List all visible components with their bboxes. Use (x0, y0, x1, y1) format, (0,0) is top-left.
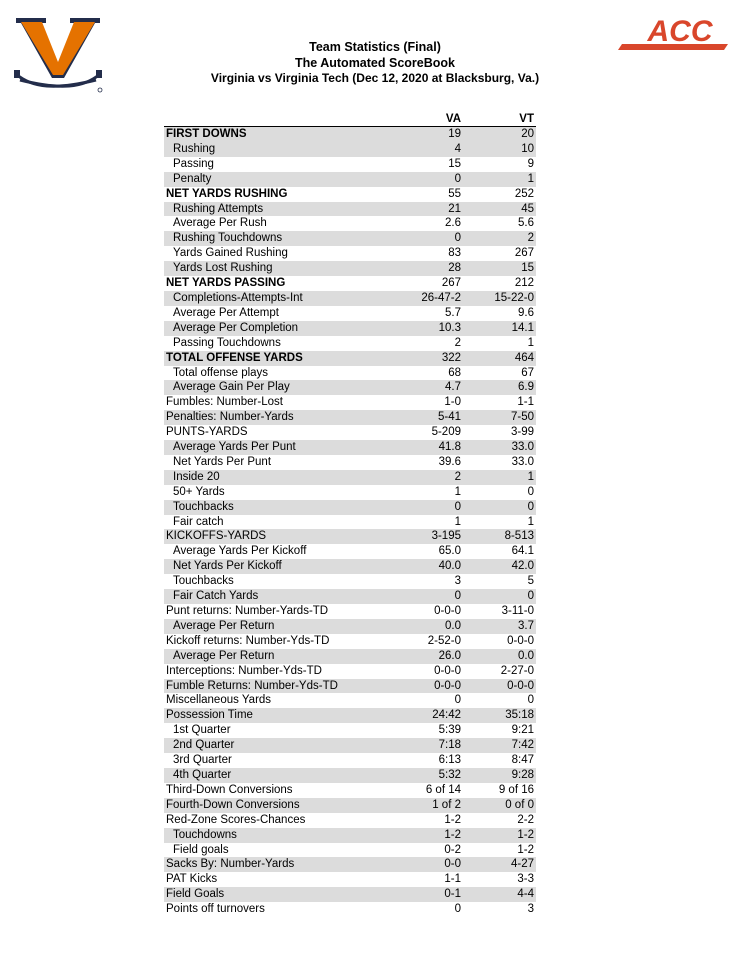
stat-label: TOTAL OFFENSE YARDS (164, 351, 391, 366)
stat-value-va: 0-0-0 (434, 605, 461, 617)
table-row (164, 142, 536, 157)
stat-label: Third-Down Conversions (166, 783, 293, 796)
stat-value-va: 15 (448, 157, 461, 170)
column-header-vt: VT (464, 112, 536, 127)
stat-value-va: 1 of 2 (391, 798, 464, 813)
stat-value-vt: 5 (527, 575, 534, 588)
table-row (164, 693, 536, 708)
table-row (164, 231, 536, 246)
report-title: Team Statistics (Final) (309, 40, 441, 54)
stat-value-va: 0 (391, 500, 464, 515)
stat-label: NET YARDS RUSHING (166, 187, 288, 200)
report-header (0, 40, 750, 87)
stat-label: Passing (173, 157, 214, 170)
table-row (164, 351, 536, 366)
table-row (164, 366, 536, 381)
stat-value-vt: 33.0 (511, 455, 534, 468)
table-row (164, 157, 536, 172)
stat-value-vt: 4-27 (464, 857, 536, 872)
stat-value-vt: 3 (527, 903, 534, 916)
table-row (164, 723, 536, 738)
stat-value-va: 0.0 (391, 619, 464, 634)
stat-label: Interceptions: Number-Yds-TD (166, 664, 322, 677)
table-row (164, 470, 536, 485)
stat-value-vt: 2-27-0 (500, 664, 534, 677)
stat-value-vt: 15-22-0 (464, 291, 536, 306)
table-row (164, 276, 536, 291)
stat-label: 4th Quarter (164, 768, 391, 783)
table-row (164, 664, 536, 679)
stat-value-vt: 0-0-0 (464, 679, 536, 694)
table-row (164, 291, 536, 306)
stat-value-vt: 252 (514, 187, 534, 200)
stat-value-va: 55 (448, 187, 461, 200)
stat-value-va: 26-47-2 (391, 291, 464, 306)
stat-label: 1st Quarter (173, 724, 231, 737)
table-row (164, 798, 536, 813)
game-info: Virginia vs Virginia Tech (Dec 12, 2020 at Blacksburg, Va.) (210, 71, 540, 85)
stat-label: FIRST DOWNS (164, 127, 391, 142)
stat-value-va: 0 (391, 172, 464, 187)
stat-label: 50+ Yards (173, 485, 225, 498)
table-row (164, 529, 536, 544)
stat-label: Average Per Attempt (173, 306, 279, 319)
table-row (164, 544, 536, 559)
stat-label: Possession Time (164, 708, 391, 723)
stat-value-vt: 20 (464, 127, 536, 142)
stat-label: Average Per Return (164, 649, 391, 664)
stat-value-vt: 10 (464, 142, 536, 157)
table-row (164, 634, 536, 649)
stat-label: 3rd Quarter (173, 754, 232, 767)
table-row (164, 902, 536, 917)
column-header-va: VA (391, 112, 464, 127)
stat-label: Yards Lost Rushing (164, 261, 391, 276)
stat-value-vt: 1 (464, 470, 536, 485)
stat-value-va: 0-2 (444, 843, 461, 856)
stat-value-vt: 0 of 0 (464, 798, 536, 813)
stat-label: Touchbacks (164, 500, 391, 515)
table-row (164, 783, 536, 798)
stat-value-va: 10.3 (391, 321, 464, 336)
stat-value-va: 2.6 (445, 217, 461, 230)
stat-label: KICKOFFS-YARDS (164, 529, 391, 544)
stat-value-va: 0-0-0 (391, 679, 464, 694)
table-row (164, 202, 536, 217)
stat-value-va: 3 (454, 575, 461, 588)
stat-value-va: 2 (391, 470, 464, 485)
table-row (164, 410, 536, 425)
stat-value-va: 0-0 (391, 857, 464, 872)
table-row (164, 440, 536, 455)
stat-value-vt: 1 (464, 172, 536, 187)
stat-value-vt: 2-2 (517, 813, 534, 826)
table-row (164, 306, 536, 321)
stat-value-vt: 0 (527, 694, 534, 707)
stat-value-va: 0 (454, 903, 461, 916)
stat-value-va: 40.0 (391, 559, 464, 574)
stat-value-va: 5-41 (391, 410, 464, 425)
table-row (164, 679, 536, 694)
stat-value-vt: 9 (527, 157, 534, 170)
stat-value-va: 1-0 (444, 396, 461, 409)
stat-value-va: 4 (391, 142, 464, 157)
stat-value-va: 5-209 (431, 426, 461, 439)
stat-value-va: 39.6 (438, 455, 461, 468)
stat-value-vt: 9:28 (464, 768, 536, 783)
stat-label: PAT Kicks (166, 873, 218, 886)
stat-value-vt: 0 (464, 500, 536, 515)
stat-value-vt: 1-2 (517, 843, 534, 856)
stat-value-vt: 2 (464, 231, 536, 246)
stat-value-vt: 14.1 (464, 321, 536, 336)
stat-value-vt: 64.1 (511, 545, 534, 558)
table-row (164, 500, 536, 515)
stat-label-header (164, 112, 391, 127)
stat-value-va: 0 (454, 694, 461, 707)
stat-value-va: 5:32 (391, 768, 464, 783)
stat-label: Fair Catch Yards (164, 589, 391, 604)
stat-value-vt: 9:21 (511, 724, 534, 737)
stat-label: Penalty (164, 172, 391, 187)
stat-label: Touchbacks (173, 575, 234, 588)
stat-rows (164, 127, 536, 918)
stat-value-vt: 212 (514, 277, 534, 290)
stat-value-va: 7:18 (391, 738, 464, 753)
stat-label: Inside 20 (164, 470, 391, 485)
stat-label: Touchdowns (164, 828, 391, 843)
table-row (164, 261, 536, 276)
table-row (164, 708, 536, 723)
report-subtitle: The Automated ScoreBook (295, 55, 455, 70)
stat-value-vt: 8-513 (464, 529, 536, 544)
table-row (164, 604, 536, 619)
stat-value-va: 0 (391, 231, 464, 246)
stat-label: Net Yards Per Punt (173, 455, 272, 468)
acc-logo-text: ACC (647, 15, 713, 48)
stat-label: Red-Zone Scores-Chances (166, 813, 306, 826)
stat-label: Rushing Touchdowns (164, 231, 391, 246)
table-row (164, 425, 536, 440)
stat-value-va: 5:39 (438, 724, 461, 737)
stat-value-va: 1 (454, 515, 461, 528)
stat-value-va: 5.7 (445, 306, 461, 319)
stat-label: Net Yards Per Kickoff (164, 559, 391, 574)
table-row (164, 574, 536, 589)
stat-value-vt: 0-0-0 (507, 634, 534, 647)
stat-value-vt: 33.0 (464, 440, 536, 455)
stat-label: Average Yards Per Kickoff (173, 545, 307, 558)
stat-value-va: 21 (391, 202, 464, 217)
stat-value-va: 1 (454, 485, 461, 498)
stat-value-va: 1-1 (444, 873, 461, 886)
table-row (164, 753, 536, 768)
stat-value-va: 0-0-0 (434, 664, 461, 677)
stat-value-va: 322 (391, 351, 464, 366)
stat-value-vt: 3-99 (510, 426, 534, 439)
stat-label: Yards Gained Rushing (173, 247, 288, 260)
stat-label: Average Per Rush (173, 217, 267, 230)
stat-value-va: 6 of 14 (425, 783, 461, 796)
stat-value-vt: 3-3 (517, 873, 534, 886)
stat-label: Fair catch (173, 515, 224, 528)
stat-value-vt: 9.6 (518, 306, 534, 319)
table-row (164, 738, 536, 753)
table-row (164, 887, 536, 902)
table-header-row (164, 112, 536, 127)
table-row (164, 336, 536, 351)
stat-value-vt: 0 (464, 589, 536, 604)
stat-value-vt: 5.6 (518, 217, 534, 230)
stat-label: PUNTS-YARDS (166, 426, 248, 439)
stat-value-va: 19 (391, 127, 464, 142)
stat-value-vt: 3.7 (464, 619, 536, 634)
stat-value-vt: 67 (521, 366, 534, 379)
stat-label: Average Per Return (164, 619, 391, 634)
stat-value-vt: 464 (464, 351, 536, 366)
stat-label: Fumble Returns: Number-Yds-TD (164, 679, 391, 694)
stat-label: Completions-Attempts-Int (164, 291, 391, 306)
stat-value-va: 6:13 (438, 754, 461, 767)
stat-value-va: 68 (448, 366, 461, 379)
stat-label: Average Yards Per Punt (164, 440, 391, 455)
stat-value-va: 1-2 (444, 813, 461, 826)
stat-value-va: 0 (391, 589, 464, 604)
stat-value-vt: 0.0 (464, 649, 536, 664)
stat-value-vt: 1-1 (517, 396, 534, 409)
stat-label: Rushing Attempts (164, 202, 391, 217)
table-row (164, 187, 536, 202)
table-row (164, 172, 536, 187)
stat-value-va: 2-52-0 (427, 634, 461, 647)
stat-value-vt: 4-4 (464, 887, 536, 902)
table-row (164, 589, 536, 604)
stat-label: Average Per Completion (164, 321, 391, 336)
stat-label: Sacks By: Number-Yards (164, 857, 391, 872)
stat-label: 2nd Quarter (164, 738, 391, 753)
stat-value-va: 4.7 (391, 380, 464, 395)
stat-value-vt: 1-2 (464, 828, 536, 843)
stat-value-vt: 7-50 (464, 410, 536, 425)
stat-value-vt: 1 (527, 336, 534, 349)
table-row (164, 768, 536, 783)
table-row (164, 619, 536, 634)
table-row (164, 395, 536, 410)
stat-value-va: 1-2 (391, 828, 464, 843)
stat-value-va: 0-1 (391, 887, 464, 902)
stat-value-vt: 267 (514, 247, 534, 260)
table-row (164, 872, 536, 887)
table-row (164, 127, 536, 142)
stat-value-vt: 0 (527, 485, 534, 498)
stat-value-va: 3-195 (391, 529, 464, 544)
stat-value-vt: 6.9 (464, 380, 536, 395)
stat-value-vt: 35:18 (464, 708, 536, 723)
table-row (164, 380, 536, 395)
table-row (164, 828, 536, 843)
table-row (164, 485, 536, 500)
stat-label: Penalties: Number-Yards (164, 410, 391, 425)
stat-value-vt: 7:42 (464, 738, 536, 753)
stat-value-vt: 9 of 16 (498, 783, 534, 796)
stat-label: NET YARDS PASSING (166, 277, 286, 290)
stat-label: Fourth-Down Conversions (164, 798, 391, 813)
stat-value-vt: 1 (527, 515, 534, 528)
stat-value-vt: 45 (464, 202, 536, 217)
stat-label: Points off turnovers (166, 903, 265, 916)
stat-label: Kickoff returns: Number-Yds-TD (166, 634, 330, 647)
stat-label: Passing Touchdowns (173, 336, 281, 349)
stat-label: Average Gain Per Play (164, 380, 391, 395)
team-stats-table (164, 112, 536, 917)
table-row (164, 843, 536, 858)
stat-value-va: 2 (454, 336, 461, 349)
stat-label: Rushing (164, 142, 391, 157)
table-row (164, 216, 536, 231)
table-row (164, 813, 536, 828)
table-row (164, 857, 536, 872)
stat-value-vt: 42.0 (464, 559, 536, 574)
stat-value-va: 41.8 (391, 440, 464, 455)
stat-value-va: 26.0 (391, 649, 464, 664)
table-row (164, 455, 536, 470)
stat-label: Miscellaneous Yards (166, 694, 272, 707)
stat-label: Total offense plays (173, 366, 269, 379)
stat-label: Fumbles: Number-Lost (166, 396, 283, 409)
stat-value-va: 65.0 (438, 545, 461, 558)
table-row (164, 246, 536, 261)
table-row (164, 321, 536, 336)
table-row (164, 649, 536, 664)
stat-value-va: 28 (391, 261, 464, 276)
stat-value-vt: 3-11-0 (501, 605, 534, 617)
stat-value-va: 267 (441, 277, 461, 290)
stat-value-va: 83 (448, 247, 461, 260)
stat-label: Field goals (173, 843, 229, 856)
stat-value-va: 24:42 (391, 708, 464, 723)
stat-label: Field Goals (164, 887, 391, 902)
stat-value-vt: 15 (464, 261, 536, 276)
table-row (164, 515, 536, 530)
stat-value-vt: 8:47 (511, 754, 534, 767)
stat-label: Punt returns: Number-Yards-TD (166, 605, 329, 617)
table-row (164, 559, 536, 574)
